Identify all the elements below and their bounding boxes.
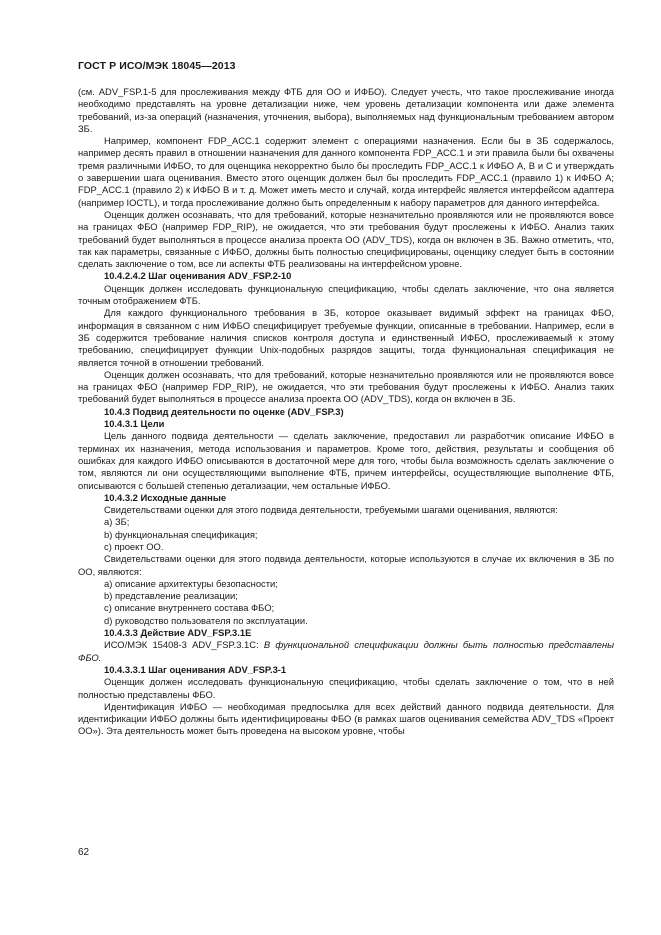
paragraph: Оценщик должен осознавать, что для требований, которые незначительно проявляются или не проявляются вовсе на границах ФБО (например FDP_RIP), не ожидается, что эти требования будут прослежены к ИФБО. Анализ таких требований будет выполняться в процессе анализа проекта ОО (ADV_TDS), когда он включен в ЗБ. <box>78 368 614 405</box>
list-item: а) ЗБ; <box>104 516 130 528</box>
paragraph: Цель данного подвида деятельности — сделать заключение, предоставил ли разработчик описание ИФБО в терминах их назначения, метода использования и параметров. Кроме того, действия, результаты и сообщения об ошибках для каждого ИФБО описываются в достаточной мере для того, чтобы была возможность сделать заключение о том, являются ли они осуществляющими выполнение ФТБ, причем интерфейсы, осуществляющие выполнение ФТБ, описываются с большей степенью детализации, чем остальные ИФБО. <box>78 430 614 491</box>
section-heading: 10.4.3.2 Исходные данные <box>104 491 227 503</box>
section-heading: 10.4.3 Подвид деятельности по оценке (ADV_FSP.3) <box>104 405 344 417</box>
page-number: 62 <box>78 847 90 858</box>
standard-reference: ИСО/МЭК 15408-3 ADV_FSP.3.1C: <box>104 639 264 651</box>
section-heading: 10.4.3.3.1 Шаг оценивания ADV_FSP.3-1 <box>104 663 287 675</box>
section-heading: 10.4.3.3 Действие ADV_FSP.3.1E <box>104 627 252 639</box>
list-item: а) описание архитектуры безопасности; <box>104 577 278 589</box>
list-item: b) представление реализации; <box>104 590 238 602</box>
list-item: c) проект ОО. <box>104 540 164 552</box>
section-heading: 10.4.2.4.2 Шаг оценивания ADV_FSP.2-10 <box>104 270 292 282</box>
section-heading: 10.4.3.1 Цели <box>104 418 165 430</box>
paragraph: Для каждого функционального требования в ЗБ, которое оказывает видимый эффект на границах ФБО, информация в связанном с ним ИФБО специфицирует требуемые функции, описанные в требовании. Например, если в ЗБ содержится требование наличия списков контроля доступа и единственный ИФБО, прослеживаемый к этому требованию, специфицирует функции Unix-подобных разрядов защиты, тогда функциональная спецификация не является точной в отношении требований. <box>78 307 614 368</box>
paragraph: Оценщик должен исследовать функциональную спецификацию, чтобы сделать заключение, что она является точным отображением ФТБ. <box>78 282 614 307</box>
document-body <box>78 86 614 738</box>
document-header: ГОСТ Р ИСО/МЭК 18045—2013 <box>78 60 236 72</box>
list-item: c) описание внутреннего состава ФБО; <box>104 602 275 614</box>
paragraph: Оценщик должен осознавать, что для требований, которые незначительно проявляются или не проявляются вовсе на границах ФБО (например FDP_RIP), не ожидается, что эти требования будут прослежены к ИФБО. Анализ таких требований будет выполняться в процессе анализа проекта ОО (ADV_TDS), когда он включен в ЗБ. Важно отметить, что, так как параметры, связанные с ИФБО, должны быть полностью специфицированы, оценщику следует быть в состоянии сделать заключение о том, все ли аспекты ФТБ реализованы на интерфейсном уровне. <box>78 208 614 270</box>
paragraph: (см. ADV_FSP.1-5 для прослеживания между ФТБ для ОО и ИФБО). Следует учесть, что такое прослеживание иногда необходимо представлять на уровне детализации ниже, чем уровень детализации компонента или даже элемента требований, из-за операций (назначения, уточнения, выбора), выполняемых над функциональным требованием автором ЗБ. <box>78 86 614 134</box>
list-item: d) руководство пользователя по эксплуатации. <box>104 614 308 626</box>
paragraph: Идентификация ИФБО — необходимая предпосылка для всех действий данного подвида деятельности. Для идентификации ИФБО должны быть идентифицированы ФБО (в рамках шагов оценивания семейства ADV_TDS «Проект ОО»). Эта деятельность может быть проведена на высоком уровне, чтобы <box>78 700 614 737</box>
paragraph: Оценщик должен исследовать функциональную спецификацию, чтобы сделать заключение о том, что в ней полностью представлены ФБО. <box>78 676 614 700</box>
paragraph: Свидетельствами оценки для этого подвида деятельности, требуемыми шагами оценивания, являются: <box>104 504 558 516</box>
paragraph: Например, компонент FDP_ACC.1 содержит элемент с операциями назначения. Если бы в ЗБ содержалось, например десять правил в отношении назначения для данного компонента FDP_ACC.1 и эти правила были бы охвачены тремя различными ИФБО, то для оценщика некорректно было бы проследить FDP_ACC.1 к ИФБО А, В и С и утверждать о завершении шага оценивания. Вместо этого оценщик должен был бы проследить FDP_ACC.1 (правило 1) к ИФБО А; FDP_ACC.1 (правило 2) к ИФБО В и т. д. Может иметь место и случай, когда интерфейс является интерфейсом адаптера (например IOCTL), и тогда прослеживание должно быть определенным к набору параметров для данного интерфейса. <box>78 135 614 208</box>
paragraph <box>78 639 614 664</box>
paragraph: Свидетельствами оценки для этого подвида деятельности, которые используются в случае их включения в ЗБ по ОО, являются: <box>78 553 614 577</box>
requirement-text: В функциональной спецификации должны быть полностью представлены ФБО. <box>78 639 615 663</box>
list-item: b) функциональная спецификация; <box>104 528 258 540</box>
